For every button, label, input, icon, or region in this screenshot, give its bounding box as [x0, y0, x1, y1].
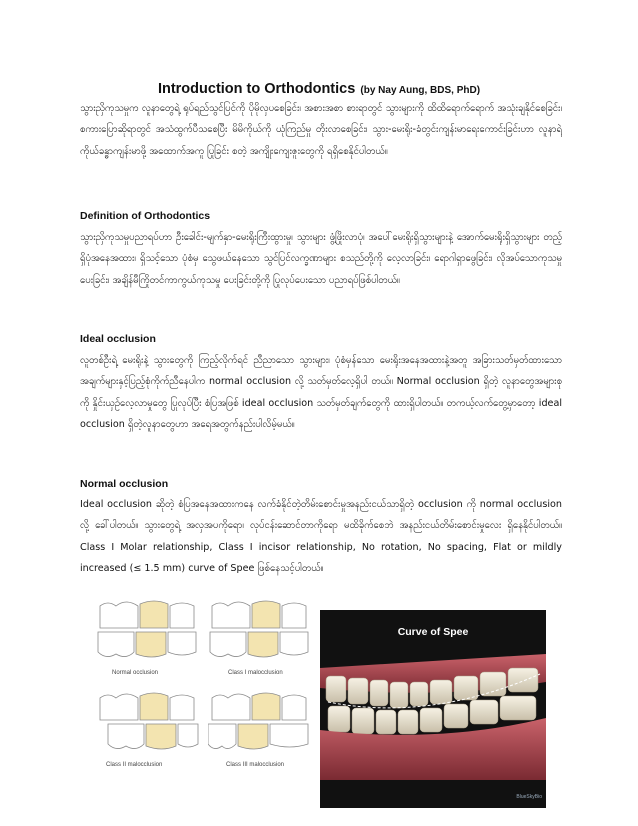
class2-malocclusion-diagram: [96, 690, 200, 776]
dental-model-image: [320, 610, 546, 808]
class1-malocclusion-diagram: [208, 598, 312, 684]
curve-of-spee-photo: [320, 610, 546, 808]
title-main: Introduction to Orthodontics: [157, 81, 356, 97]
heading-definition: Definition of Orthodontics: [80, 210, 211, 222]
occlusion-classes-figure: [96, 598, 316, 778]
caption-class1-malocclusion: Class I malocclusion: [228, 670, 283, 676]
definition-paragraph: သွားညှိကုသမှုပညာရပ်ဟာ ဦးခေါင်း-မျက်နှာ-မေးရိုးကြီးထွားမှု၊ သွားများ ဖွံ့ဖြိုးလာပုံ၊ အပေါ်မေးရိုးရှိသွားများနဲ့ အောက်မေးရိုးရှိသွားများ တည့်ရှိပုံအနေအထား၊ ရှိသင့်သော ပုံစံမှ သွေဖယ်နေသော သွင်ပြင်လက္ခဏာများ စသည်တို့ကို လေ့လာခြင်း၊ ရောဂါရှာဖွေခြင်း၊ လိုအပ်သောကုသမှုပေးခြင်း၊ အချိန်မီကြိုတင်ကာကွယ်ကုသမှု ပေးခြင်းတို့ကို ပြုလုပ်ပေးသော ပညာရပ်ဖြစ်ပါတယ်။: [80, 232, 562, 286]
heading-normal-occlusion: Normal occlusion: [80, 478, 169, 490]
title-author: (by Nay Aung, BDS, PhD): [360, 85, 481, 96]
brand-watermark: BlueSkyBio: [516, 794, 542, 800]
normal-occlusion-diagram: [96, 598, 200, 684]
class3-malocclusion-diagram: [208, 690, 312, 776]
caption-class2-malocclusion: Class II malocclusion: [106, 762, 163, 768]
ideal-occlusion-paragraph: လူတစ်ဦးရဲ့ မေးရိုးနဲ့ သွားတွေကို ကြည့်လိုက်ရင် ညီညာသော သွားများ၊ ပုံစံမှန်သော မေးရိုးအနေအထားနဲ့အတူ အခြားသတ်မှတ်ထားသော အချက်များနှင့်ပြည့်စုံကိုက်ညီနေပါက normal occlusion လို့ သတ်မှတ်လေ့ရှိပါ တယ်။ Normal occlusion ရှိတဲ့ လူနာတွေအများစုကို နှိုင်းယှဉ်လေ့လာမှုတွေ ပြုလုပ်ပြီး စံပြအဖြစ် ideal occlusion သတ်မှတ်ချက်တွေကို ထားရှိပါတယ်။ တကယ့်လက်တွေ့မှာတော့ ideal occlusion ရှိတဲ့လူနာတွေဟာ အရေအတွက်နည်းပါလိမ့်မယ်။: [80, 355, 562, 431]
normal-occlusion-paragraph: Ideal occlusion ဆိုတဲ့ စံပြအနေအထားကနေ လက်ခံနိုင်တဲ့တိမ်းစောင်းမှုအနည်းငယ်သာရှိတဲ့ occlusion ကို normal occlusion လို့ ခေါ်ပါတယ်။ သွားတွေရဲ့ အလှအပကိုရော၊ လုပ်ငန်းဆောင်တာကိုရော မထိခိုက်စေဘဲ အနည်းငယ်တိမ်းစောင်းမှုလေး ရှိနေနိုင်ပါတယ်။ Class I Molar relationship, Class I incisor relationship, No rotation, No spacing, Flat or mildly increased (≤ 1.5 mm) curve of Spee ဖြစ်နေသင့်ပါတယ်။: [80, 499, 562, 575]
heading-ideal-occlusion: Ideal occlusion: [80, 333, 156, 345]
intro-paragraph: သွားညှိကုသမှုက လူနာတွေရဲ့ ရုပ်ရည်သွင်ပြင်ကို ပိုမိုလှပစေခြင်း၊ အစားအစာ စားရာတွင် သွားများကို ထိထိရောက်ရောက် အသုံးချနိုင်စေခြင်း၊ စကားပြောဆိုရာတွင် အသံထွက်ပီသစေပြီး မိမိကိုယ်ကို ယုံကြည်မှု တိုးလာစေခြင်း၊ သွား-မေးရိုး-ခံတွင်းကျန်းမာရေးကောင်းခြင်းဟာ လူနာရဲ့ကိုယ်ခန္ဓာကျန်းမာဖို့ အထောက်အကူ ပြုခြင်း စတဲ့ အကျိုးကျေးဇူးတွေကို ရရှိစေနိုင်ပါတယ်။: [80, 103, 562, 157]
caption-class3-malocclusion: Class III malocclusion: [226, 762, 285, 768]
curve-of-spee-title: Curve of Spee: [397, 626, 469, 638]
figure-row: [96, 598, 546, 808]
document-title: [0, 78, 638, 97]
caption-normal-occlusion: Normal occlusion: [112, 670, 159, 676]
